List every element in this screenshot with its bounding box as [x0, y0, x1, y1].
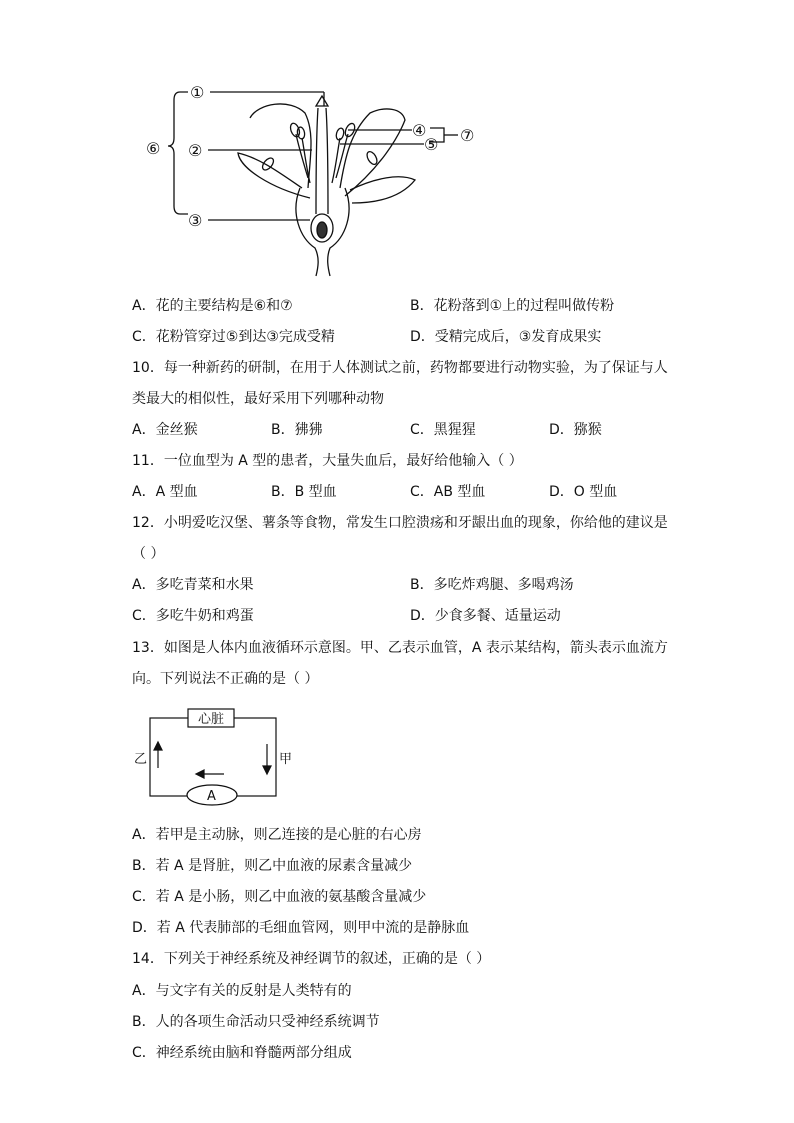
q10-option-b: B．狒狒 [271, 422, 323, 438]
q13-stem-line1: 13．如图是人体内血液循环示意图。甲、乙表示血管，A 表示某结构，箭头表示血流方 [132, 640, 668, 656]
circulation-diagram [130, 700, 310, 810]
label-3: ③ [188, 211, 203, 230]
q9-option-a: A．花的主要结构是⑥和⑦ [132, 298, 293, 314]
q13-option-c: C．若 A 是小肠，则乙中血液的氨基酸含量减少 [132, 889, 427, 905]
q12-option-a: A．多吃青菜和水果 [132, 577, 254, 593]
q10-stem-line2: 类最大的相似性，最好采用下列哪种动物 [132, 391, 384, 407]
q14-option-c: C．神经系统由脑和脊髓两部分组成 [132, 1045, 352, 1061]
vessel-jia-label: 甲 [279, 752, 293, 767]
q11-option-b: B．B 型血 [271, 484, 337, 500]
q12-stem-line2: （ ） [132, 546, 165, 562]
q10-option-d: D．猕猴 [549, 422, 602, 438]
q12-stem-line1: 12．小明爱吃汉堡、薯条等食物，常发生口腔溃疡和牙龈出血的现象，你给他的建议是 [132, 515, 668, 531]
q13-option-b: B．若 A 是肾脏，则乙中血液的尿素含量减少 [132, 858, 413, 874]
label-7: ⑦ [460, 126, 475, 145]
q10-option-a: A．金丝猴 [132, 422, 198, 438]
q9-option-b: B．花粉落到①上的过程叫做传粉 [410, 298, 615, 314]
q11-option-c: C．AB 型血 [410, 484, 486, 500]
q10-stem-line1: 10．每一种新药的研制，在用于人体测试之前，药物都要进行动物实验，为了保证与人 [132, 360, 668, 376]
q9-option-c: C．花粉管穿过⑤到达③完成受精 [132, 329, 335, 345]
q14-option-b: B．人的各项生命活动只受神经系统调节 [132, 1014, 380, 1030]
vessel-yi-label: 乙 [134, 752, 148, 767]
q14-option-a: A．与文字有关的反射是人类特有的 [132, 983, 352, 999]
flower-diagram [140, 78, 500, 278]
circulation-loop [150, 718, 276, 796]
q10-option-c: C．黑猩猩 [410, 422, 476, 438]
q12-option-b: B．多吃炸鸡腿、多喝鸡汤 [410, 577, 574, 593]
label-6: ⑥ [146, 139, 161, 158]
q11-option-a: A．A 型血 [132, 484, 198, 500]
heart-label: 心脏 [198, 712, 225, 727]
q12-option-c: C．多吃牛奶和鸡蛋 [132, 608, 254, 624]
label-5: ⑤ [424, 135, 439, 154]
q12-option-d: D．少食多餐、适量运动 [410, 608, 561, 624]
q13-stem-line2: 向。下列说法不正确的是（ ） [132, 671, 319, 687]
q9-option-d: D．受精完成后，③发育成果实 [410, 329, 602, 345]
q13-option-d: D．若 A 代表肺部的毛细血管网，则甲中流的是静脉血 [132, 920, 470, 936]
q13-option-a: A．若甲是主动脉，则乙连接的是心脏的右心房 [132, 827, 422, 843]
q11-option-d: D．O 型血 [549, 484, 618, 500]
q11-stem: 11．一位血型为 A 型的患者，大量失血后，最好给他输入（ ） [132, 453, 523, 469]
q14-stem: 14．下列关于神经系统及神经调节的叙述，正确的是（ ） [132, 951, 491, 967]
structure-a-label: A [207, 789, 216, 804]
label-4: ④ [412, 121, 427, 140]
label-1: ① [190, 83, 205, 102]
label-2: ② [188, 141, 203, 160]
